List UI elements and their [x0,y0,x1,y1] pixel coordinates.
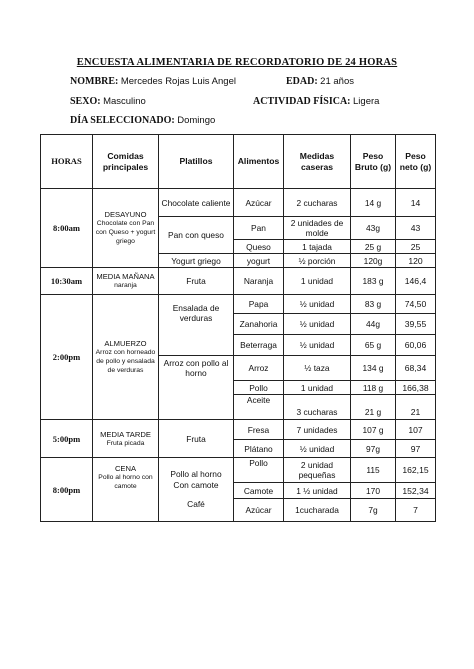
medida-cell: ½ unidad [284,295,351,314]
header-peso-neto: Peso neto (g) [396,135,436,189]
actividad-label: ACTIVIDAD FÍSICA: [253,96,351,107]
hora-media-manana: 10:30am [41,268,93,295]
alimento-cell: Naranja [234,268,284,295]
peso-bruto-cell: 83 g [351,295,396,314]
dia-field [70,115,215,126]
table-row [41,268,436,295]
peso-bruto-cell: 44g [351,314,396,335]
alimento-cell: Papa [234,295,284,314]
comida-media-manana-detail: naranja [114,282,137,289]
comida-cena [93,458,159,522]
medida-cell: 2 cucharas [284,189,351,217]
edad-field [286,76,354,87]
hora-almuerzo: 2:00pm [41,295,93,420]
food-recall-table [40,134,436,522]
comida-desayuno-title: DESAYUNO [104,210,147,219]
header-platillos: Platillos [159,135,234,189]
comida-desayuno [93,189,159,268]
header-medidas: Medidas caseras [284,135,351,189]
peso-neto-cell: 152,34 [396,483,436,499]
peso-bruto-cell: 115 [351,458,396,483]
comida-media-tarde-title: MEDIA TARDE [100,429,151,439]
peso-bruto-cell: 134 g [351,356,396,381]
peso-neto-cell: 68,34 [396,356,436,381]
sexo-field [70,96,146,107]
medida-cell: ½ unidad [284,335,351,356]
alimento-cell: Aceite [234,395,284,420]
peso-neto-cell: 21 [396,395,436,420]
alimento-cell: Pollo [234,458,284,483]
peso-bruto-cell: 107 g [351,420,396,440]
comida-media-manana [93,268,159,295]
medida-cell: ½ porción [284,254,351,268]
medida-cell: 7 unidades [284,420,351,440]
peso-neto-cell: 39,55 [396,314,436,335]
alimento-cell: yogurt [234,254,284,268]
header-alimentos: Alimentos [234,135,284,189]
peso-neto-cell: 43 [396,217,436,240]
comida-almuerzo-title: ALMUERZO [104,339,147,348]
peso-bruto-cell: 183 g [351,268,396,295]
alimento-cell: Beterraga [234,335,284,356]
medida-cell: 3 cucharas [284,395,351,420]
comida-almuerzo [93,295,159,420]
nombre-label: NOMBRE: [70,76,119,87]
medida-cell: 1cucharada [284,499,351,522]
header-comidas: Comidas principales [93,135,159,189]
table-header-row [41,135,436,189]
peso-bruto-cell: 120g [351,254,396,268]
peso-neto-cell: 14 [396,189,436,217]
platillo-fruta-tarde: Fruta [159,420,234,458]
platillo-cena [159,458,234,522]
alimento-cell: Pan [234,217,284,240]
alimento-cell: Fresa [234,420,284,440]
platillo-ensalada: Ensalada de verduras [159,295,234,356]
hora-desayuno: 8:00am [41,189,93,268]
comida-almuerzo-detail: Arroz con horneado de pollo y ensalada de verduras [95,349,156,374]
peso-neto-cell: 162,15 [396,458,436,483]
edad-value: 21 años [320,76,354,87]
nombre-field [70,76,236,87]
table-row [41,420,436,440]
peso-neto-cell: 60,06 [396,335,436,356]
table-row [41,295,436,314]
peso-bruto-cell: 65 g [351,335,396,356]
alimento-cell: Pollo [234,381,284,395]
peso-bruto-cell: 7g [351,499,396,522]
alimento-cell: Queso [234,240,284,254]
platillo-yogurt-griego: Yogurt griego [159,254,234,268]
comida-media-manana-title: MEDIA MAÑANA [96,272,155,281]
edad-label: EDAD: [286,76,318,87]
actividad-field [253,96,379,107]
platillo-chocolate: Chocolate caliente [159,189,234,217]
document-title: ENCUESTA ALIMENTARIA DE RECORDATORIO DE 24 HORAS [76,57,398,68]
alimento-cell: Camote [234,483,284,499]
actividad-value: Ligera [353,96,380,107]
medida-cell: 1 tajada [284,240,351,254]
medida-cell: 2 unidades de molde [284,217,351,240]
alimento-cell: Azúcar [234,499,284,522]
peso-bruto-cell: 170 [351,483,396,499]
comida-cena-detail: Pollo al horno con camote [98,474,153,490]
peso-neto-cell: 97 [396,440,436,458]
peso-neto-cell: 107 [396,420,436,440]
peso-bruto-cell: 118 g [351,381,396,395]
comida-media-tarde [93,420,159,458]
medida-cell: ½ unidad [284,440,351,458]
alimento-cell: Arroz [234,356,284,381]
peso-neto-cell: 74,50 [396,295,436,314]
table-row [41,458,436,483]
comida-desayuno-detail: Chocolate con Pan con Queso + yogurt griego [95,220,156,245]
peso-bruto-cell: 21 g [351,395,396,420]
medida-cell: ½ unidad [284,314,351,335]
peso-neto-cell: 166,38 [396,381,436,395]
alimento-cell: Azúcar [234,189,284,217]
platillo-pan-con-queso: Pan con queso [159,217,234,254]
platillo-pollo-camote: Pollo al horno Con camote [170,469,222,490]
header-peso-bruto: Peso Bruto (g) [351,135,396,189]
medida-cell: 2 unidad pequeñas [284,458,351,483]
medida-cell: ½ taza [284,356,351,381]
nombre-value: Mercedes Rojas Luis Angel [120,76,236,87]
sexo-label: SEXO: [70,96,101,107]
platillo-cafe: Café [187,499,205,509]
alimento-cell: Plátano [234,440,284,458]
peso-bruto-cell: 97g [351,440,396,458]
comida-cena-title: CENA [114,464,137,473]
peso-neto-cell: 120 [396,254,436,268]
dia-label: DÍA SELECCIONADO: [70,115,175,126]
hora-cena: 8:00pm [41,458,93,522]
peso-neto-cell: 25 [396,240,436,254]
peso-neto-cell: 146,4 [396,268,436,295]
comida-media-tarde-detail: Fruta picada [106,439,145,447]
medida-cell: 1 ½ unidad [284,483,351,499]
medida-cell: 1 unidad [284,381,351,395]
peso-bruto-cell: 43g [351,217,396,240]
header-horas: HORAS [41,135,93,189]
peso-bruto-cell: 14 g [351,189,396,217]
table-row [41,189,436,217]
sexo-value: Masculino [103,96,146,107]
medida-cell: 1 unidad [284,268,351,295]
platillo-fruta: Fruta [159,268,234,295]
dia-value: Domingo [177,115,216,126]
alimento-cell: Zanahoria [234,314,284,335]
peso-neto-cell: 7 [396,499,436,522]
platillo-arroz-con-pollo: Arroz con pollo al horno [159,356,234,420]
hora-media-tarde: 5:00pm [41,420,93,458]
peso-bruto-cell: 25 g [351,240,396,254]
